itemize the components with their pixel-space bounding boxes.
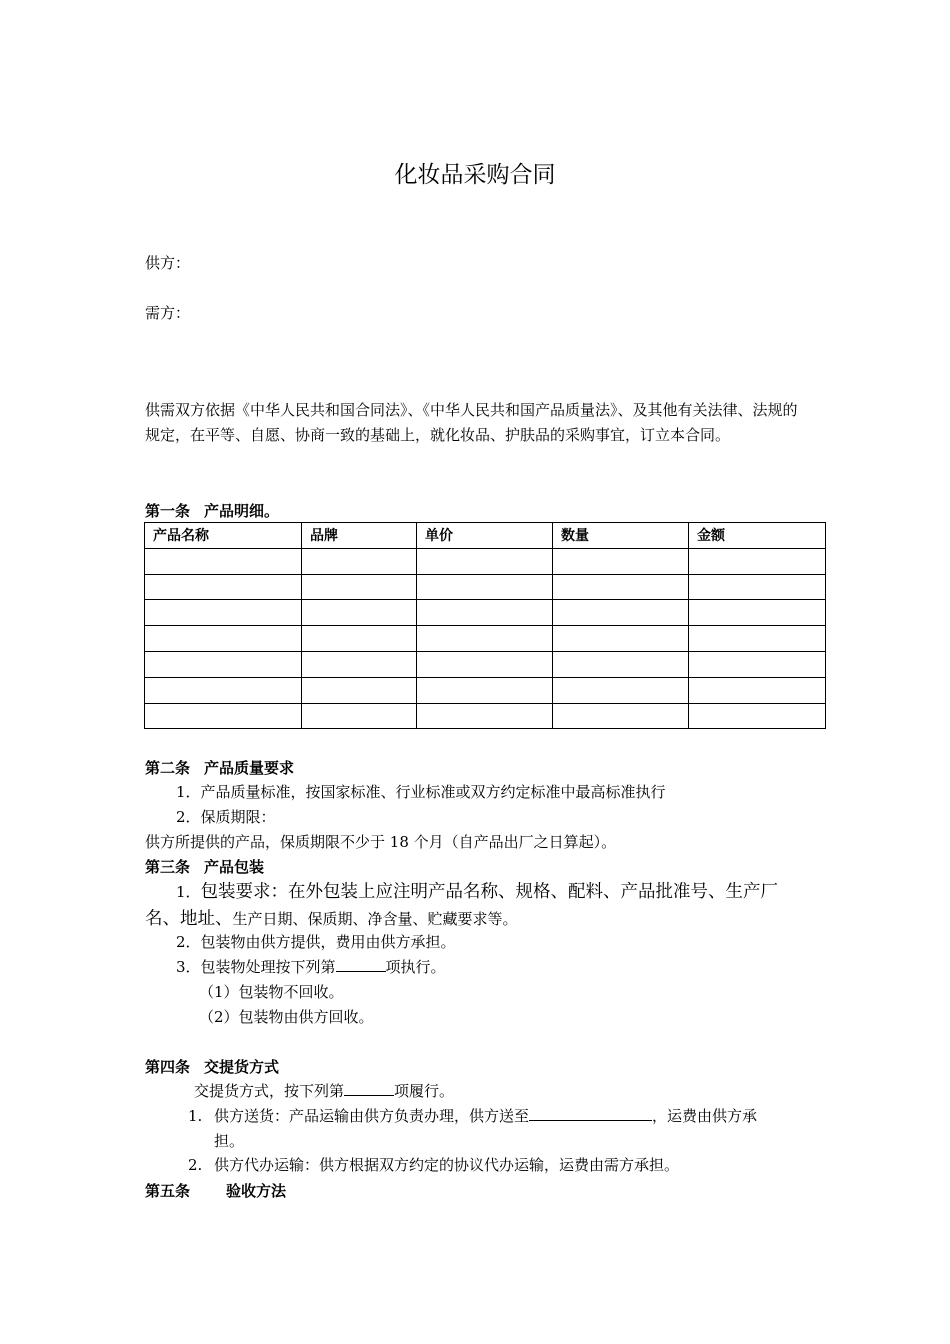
article-3-title: 产品包装 [204,858,265,876]
article-3-number: 第三条 [145,858,191,876]
table-cell [689,677,826,703]
table-row [145,626,826,652]
table-cell [553,548,689,574]
article-3-item-1-number: 1． [176,883,201,901]
article-3-item-1-rest: 生产日期、保质期、净含量、贮藏要求等。 [232,910,518,928]
table-cell [417,677,553,703]
table-row [145,703,826,729]
article-5-number: 第五条 [145,1182,191,1200]
table-cell [553,677,689,703]
table-cell [553,703,689,729]
table-cell [553,651,689,677]
table-cell [417,703,553,729]
article-3-item-2: 2．包装物由供方提供，费用由供方承担。 [176,933,456,951]
table-cell [689,574,826,600]
table-cell [302,548,417,574]
table-cell [689,548,826,574]
table-cell [145,626,302,652]
article-1-heading [145,502,279,520]
article-4-item-2-number: 2. [188,1156,203,1174]
article-4-item-1-post: ，运费由供方承 [652,1107,758,1125]
article-3-item-3-pre: 3．包装物处理按下列第 [176,958,336,976]
article-3-item-3 [176,958,446,976]
table-cell [689,600,826,626]
article-1-number: 第一条 [145,502,191,520]
article-3-option-2: （2）包装物由供方回收。 [199,1008,374,1026]
table-cell [145,574,302,600]
table-cell [145,600,302,626]
article-3-item-1-main: 包装要求：在外包装上应注明产品名称、规格、配料、产品批准号、生产厂名、地址、 [145,882,779,929]
article-4-number: 第四条 [145,1058,191,1076]
article-4-lead-pre: 交提货方式，按下列第 [194,1082,345,1100]
table-cell [302,574,417,600]
fill-in-blank[interactable] [344,1083,394,1096]
article-3-item-3-post: 项执行。 [385,958,446,976]
table-header-cell: 产品名称 [145,523,302,549]
table-cell [302,626,417,652]
document-title: 化妆品采购合同 [394,162,556,188]
table-cell [553,626,689,652]
table-cell [417,651,553,677]
article-2-title: 产品质量要求 [204,759,295,777]
fill-in-blank[interactable] [336,959,386,972]
table-cell [302,703,417,729]
table-cell [553,574,689,600]
table-cell [689,703,826,729]
article-4-item-1-continued: 担。 [214,1132,245,1150]
article-4-lead [194,1082,454,1100]
article-4-heading [145,1058,279,1076]
table-header-cell: 数量 [553,523,689,549]
table-cell [145,677,302,703]
article-4-item-1 [214,1107,757,1125]
table-cell [417,626,553,652]
table-row [145,574,826,600]
table-row [145,600,826,626]
table-cell [417,574,553,600]
article-4-item-2: 供方代办运输：供方根据双方约定的协议代办运输，运费由需方承担。 [214,1156,680,1174]
table-cell [689,626,826,652]
table-cell [553,600,689,626]
table-header-cell: 金额 [689,523,826,549]
article-2-number: 第二条 [145,759,191,777]
table-row [145,651,826,677]
article-2-heading [145,759,294,777]
article-4-item-1-number: 1. [188,1107,203,1125]
article-1-title: 产品明细。 [204,502,280,520]
table-cell [145,703,302,729]
article-3-heading [145,858,264,876]
table-header-cell: 单价 [417,523,553,549]
table-row [145,677,826,703]
article-2-item-2: 2．保质期限： [176,808,276,826]
table-cell [417,548,553,574]
table-row [145,548,826,574]
table-cell [689,651,826,677]
article-4-item-1-pre: 供方送货：产品运输由供方负责办理，供方送至 [214,1107,530,1125]
table-header-cell: 品牌 [302,523,417,549]
article-3-item-1 [145,879,805,933]
fill-in-blank[interactable] [529,1108,652,1121]
buyer-label: 需方： [145,304,191,322]
table-cell [145,548,302,574]
article-2-item-1: 1．产品质量标准，按国家标准、行业标准或双方约定标准中最高标准执行 [176,783,666,801]
article-3-option-1: （1）包装物不回收。 [199,983,344,1001]
article-4-title: 交提货方式 [204,1058,280,1076]
table-cell [302,677,417,703]
table-cell [302,651,417,677]
supplier-label: 供方： [145,254,191,272]
table-cell [145,651,302,677]
intro-paragraph: 供需双方依据《中华人民共和国合同法》、《中华人民共和国产品质量法》、及其他有关法律、法规的规定，在平等、自愿、协商一致的基础上，就化妆品、护肤品的采购事宜，订立本合同。 [145,401,798,444]
article-4-lead-post: 项履行。 [394,1082,455,1100]
table-cell [417,600,553,626]
table-cell [302,600,417,626]
article-2-note: 供方所提供的产品，保质期限不少于 18 个月（自产品出厂之日算起）。 [145,833,617,851]
product-detail-table [144,522,826,729]
article-5-title: 验收方法 [226,1182,287,1200]
article-5-heading [145,1182,286,1200]
table-header-row [145,523,826,549]
